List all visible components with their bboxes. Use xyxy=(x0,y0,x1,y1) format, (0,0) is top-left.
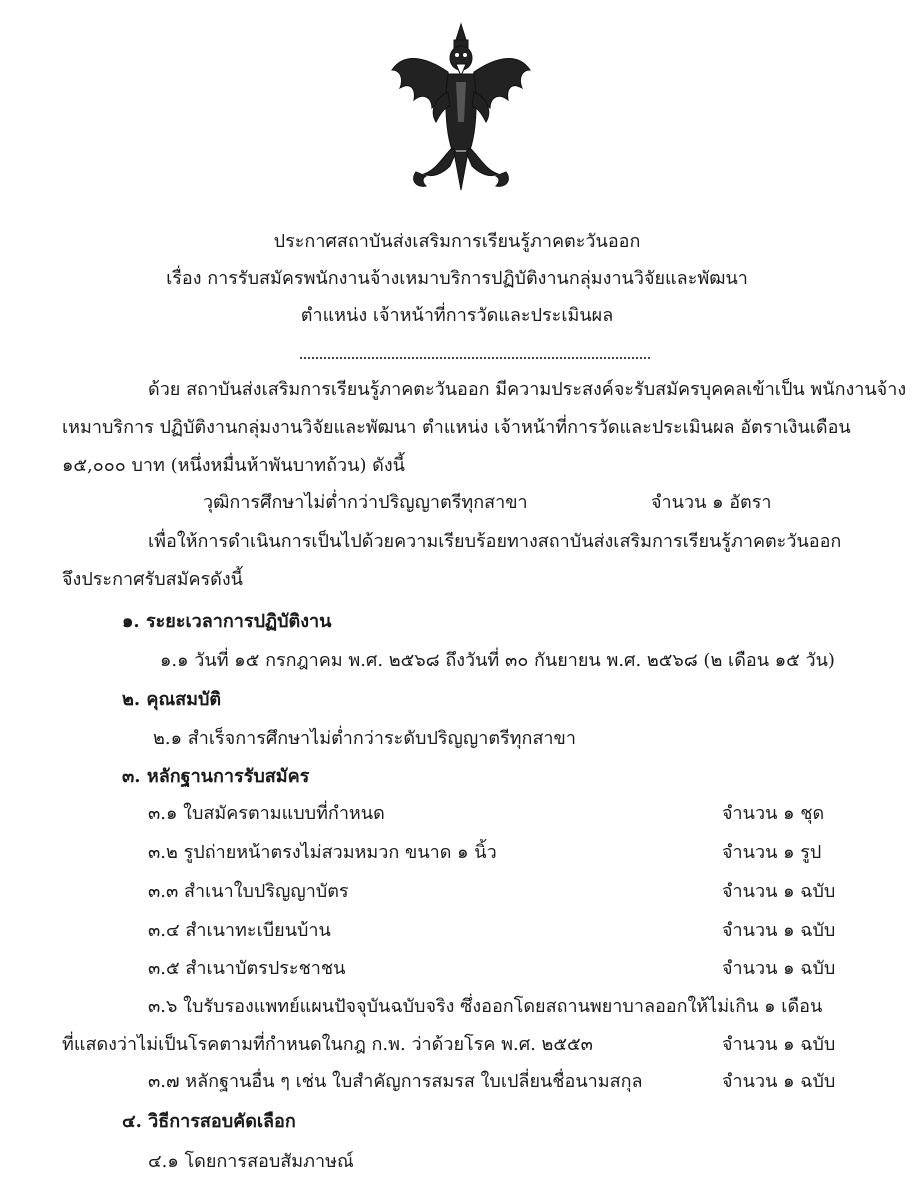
list-item: ๓.๑ ใบสมัครตามแบบที่กำหนด xyxy=(148,803,385,824)
section-2-heading: ๒. คุณสมบัติ xyxy=(122,689,222,710)
list-item-7: ๓.๗ หลักฐานอื่น ๆ เช่น ใบสำคัญการสมรส ใบเปลี่ยนชื่อนามสกุล xyxy=(148,1071,643,1092)
dotted-separator xyxy=(300,357,650,359)
announcement-subject: เรื่อง การรับสมัครพนักงานจ้างเหมาบริการปฏิบัติงานกลุ่มงานวิจัยและพัฒนา xyxy=(166,268,748,289)
list-item: ๓.๓ สำเนาใบปริญญาบัตร xyxy=(148,881,349,902)
intro-line-2: เหมาบริการ ปฏิบัติงานกลุ่มงานวิจัยและพัฒนา ตำแหน่ง เจ้าหน้าที่การวัดและประเมินผล อัตราเงินเดือน xyxy=(62,417,851,438)
section-4-heading: ๔. วิธีการสอบคัดเลือก xyxy=(122,1111,296,1132)
purpose-line-2: จึงประกาศรับสมัครดังนี้ xyxy=(62,569,243,590)
list-item-quantity: จำนวน ๑ ฉบับ xyxy=(722,1034,836,1055)
section-3-heading: ๓. หลักฐานการรับสมัคร xyxy=(122,766,310,787)
list-item: ๓.๒ รูปถ่ายหน้าตรงไม่สวมหมวก ขนาด ๑ นิ้ว xyxy=(148,842,497,863)
list-item-quantity: จำนวน ๑ ฉบับ xyxy=(722,920,836,941)
quota-text: จำนวน ๑ อัตรา xyxy=(651,492,772,513)
list-item-quantity: จำนวน ๑ ชุด xyxy=(722,803,825,824)
list-item-quantity: จำนวน ๑ ฉบับ xyxy=(722,1071,836,1092)
list-item-quantity: จำนวน ๑ ฉบับ xyxy=(722,958,836,979)
purpose-line-1: เพื่อให้การดำเนินการเป็นไปด้วยความเรียบร้อยทางสถาบันส่งเสริมการเรียนรู้ภาคตะวันออก xyxy=(148,531,842,552)
announcement-title: ประกาศสถาบันส่งเสริมการเรียนรู้ภาคตะวันออก xyxy=(273,231,641,252)
announcement-position: ตำแหน่ง เจ้าหน้าที่การวัดและประเมินผล xyxy=(300,305,614,326)
section-1-item-1: ๑.๑ วันที่ ๑๕ กรกฎาคม พ.ศ. ๒๕๖๘ ถึงวันที่ ๓๐ กันยายน พ.ศ. ๒๕๖๘ (๒ เดือน ๑๕ วัน) xyxy=(160,650,835,671)
section-2-item-1: ๒.๑ สำเร็จการศึกษาไม่ต่ำกว่าระดับปริญญาตรีทุกสาขา xyxy=(153,728,576,749)
list-item-quantity: จำนวน ๑ รูป xyxy=(722,842,822,863)
list-item-6-line-2: ที่แสดงว่าไม่เป็นโรคตามที่กำหนดในกฎ ก.พ. ว่าด้วยโรค พ.ศ. ๒๕๕๓ xyxy=(62,1034,593,1055)
section-1-heading: ๑. ระยะเวลาการปฏิบัติงาน xyxy=(122,611,332,632)
section-4-item-1: ๔.๑ โดยการสอบสัมภาษณ์ xyxy=(148,1151,354,1172)
list-item: ๓.๕ สำเนาบัตรประชาชน xyxy=(148,958,346,979)
qualification-text: วุฒิการศึกษาไม่ต่ำกว่าปริญญาตรีทุกสาขา xyxy=(203,492,528,513)
list-item-quantity: จำนวน ๑ ฉบับ xyxy=(722,881,836,902)
garuda-emblem-icon xyxy=(386,22,536,192)
list-item-6-line-1: ๓.๖ ใบรับรองแพทย์แผนปัจจุบันฉบับจริง ซึ่งออกโดยสถานพยาบาลออกให้ไม่เกิน ๑ เดือน xyxy=(148,996,823,1017)
intro-line-1: ด้วย สถาบันส่งเสริมการเรียนรู้ภาคตะวันออก มีความประสงค์จะรับสมัครบุคคลเข้าเป็น พนักงานจ้าง xyxy=(148,379,907,400)
intro-line-3: ๑๕,๐๐๐ บาท (หนึ่งหมื่นห้าพันบาทถ้วน) ดังนี้ xyxy=(62,455,405,476)
list-item: ๓.๔ สำเนาทะเบียนบ้าน xyxy=(148,920,331,941)
